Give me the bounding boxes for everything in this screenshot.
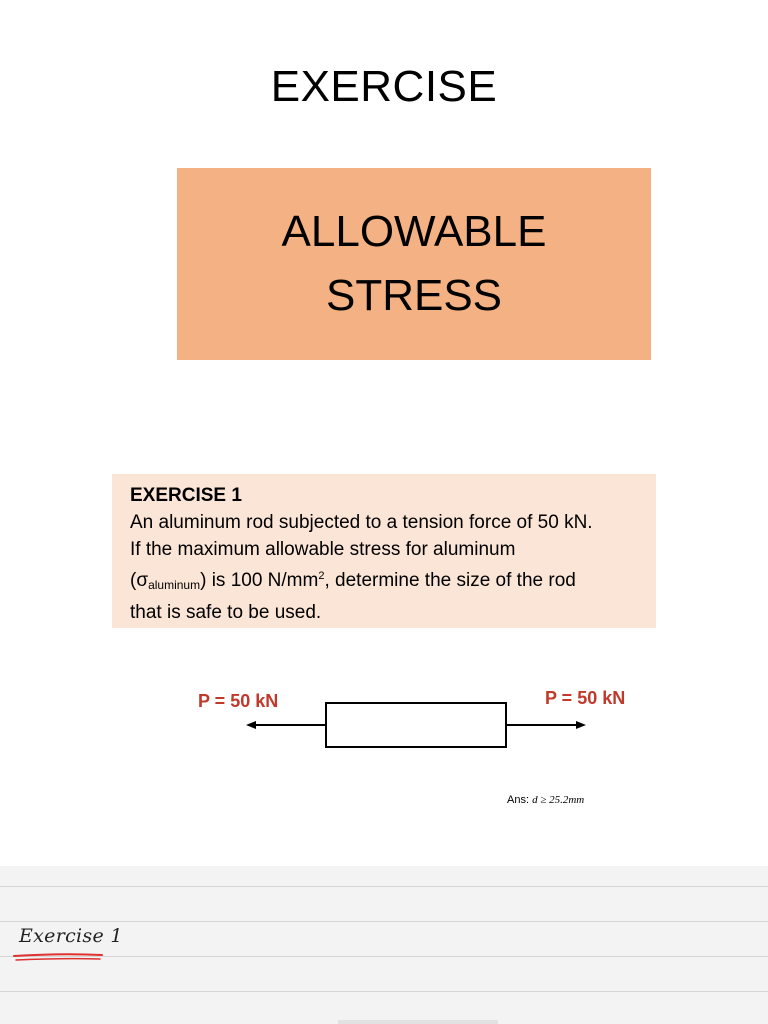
line3-end: , determine the size of the rod [324,570,576,591]
unit-superscript: 2 [318,570,325,582]
topic-line-1: ALLOWABLE [281,207,547,256]
sigma-open: (σ [130,570,149,591]
ruled-line [0,886,768,887]
exercise-line-3 [130,563,638,599]
exercise-line-4: that is safe to be used. [130,602,322,623]
sigma-subscript: aluminum [148,578,201,592]
exercise-line-2: If the maximum allowable stress for aluminum [130,539,516,560]
handwritten-label: Exercise 1 [19,925,123,947]
exercise-box [112,474,656,628]
exercise-heading: EXERCISE 1 [130,485,242,506]
page-tab [338,1020,498,1024]
topic-line-2: STRESS [325,271,503,320]
rod-diagram [230,690,600,760]
answer-prefix: Ans: [507,794,533,806]
ruled-line [0,991,768,992]
force-arrow-left-head [246,721,256,729]
ruled-line [0,956,768,957]
ruled-line [0,921,768,922]
exercise-line-1: An aluminum rod subjected to a tension force of 50 kN. [130,512,593,533]
stress-value: ) is 100 N/mm [200,570,319,591]
force-label-left: P = 50 kN [198,691,279,711]
answer-expression: d ≥ 25.2mm [532,794,585,806]
force-label-right: P = 50 kN [545,688,626,708]
rod-body [326,703,506,747]
slide-title: EXERCISE [270,62,498,111]
topic-box [177,168,651,360]
answer [507,794,584,806]
force-arrow-right-head [576,721,586,729]
handwritten-underline [12,950,112,964]
